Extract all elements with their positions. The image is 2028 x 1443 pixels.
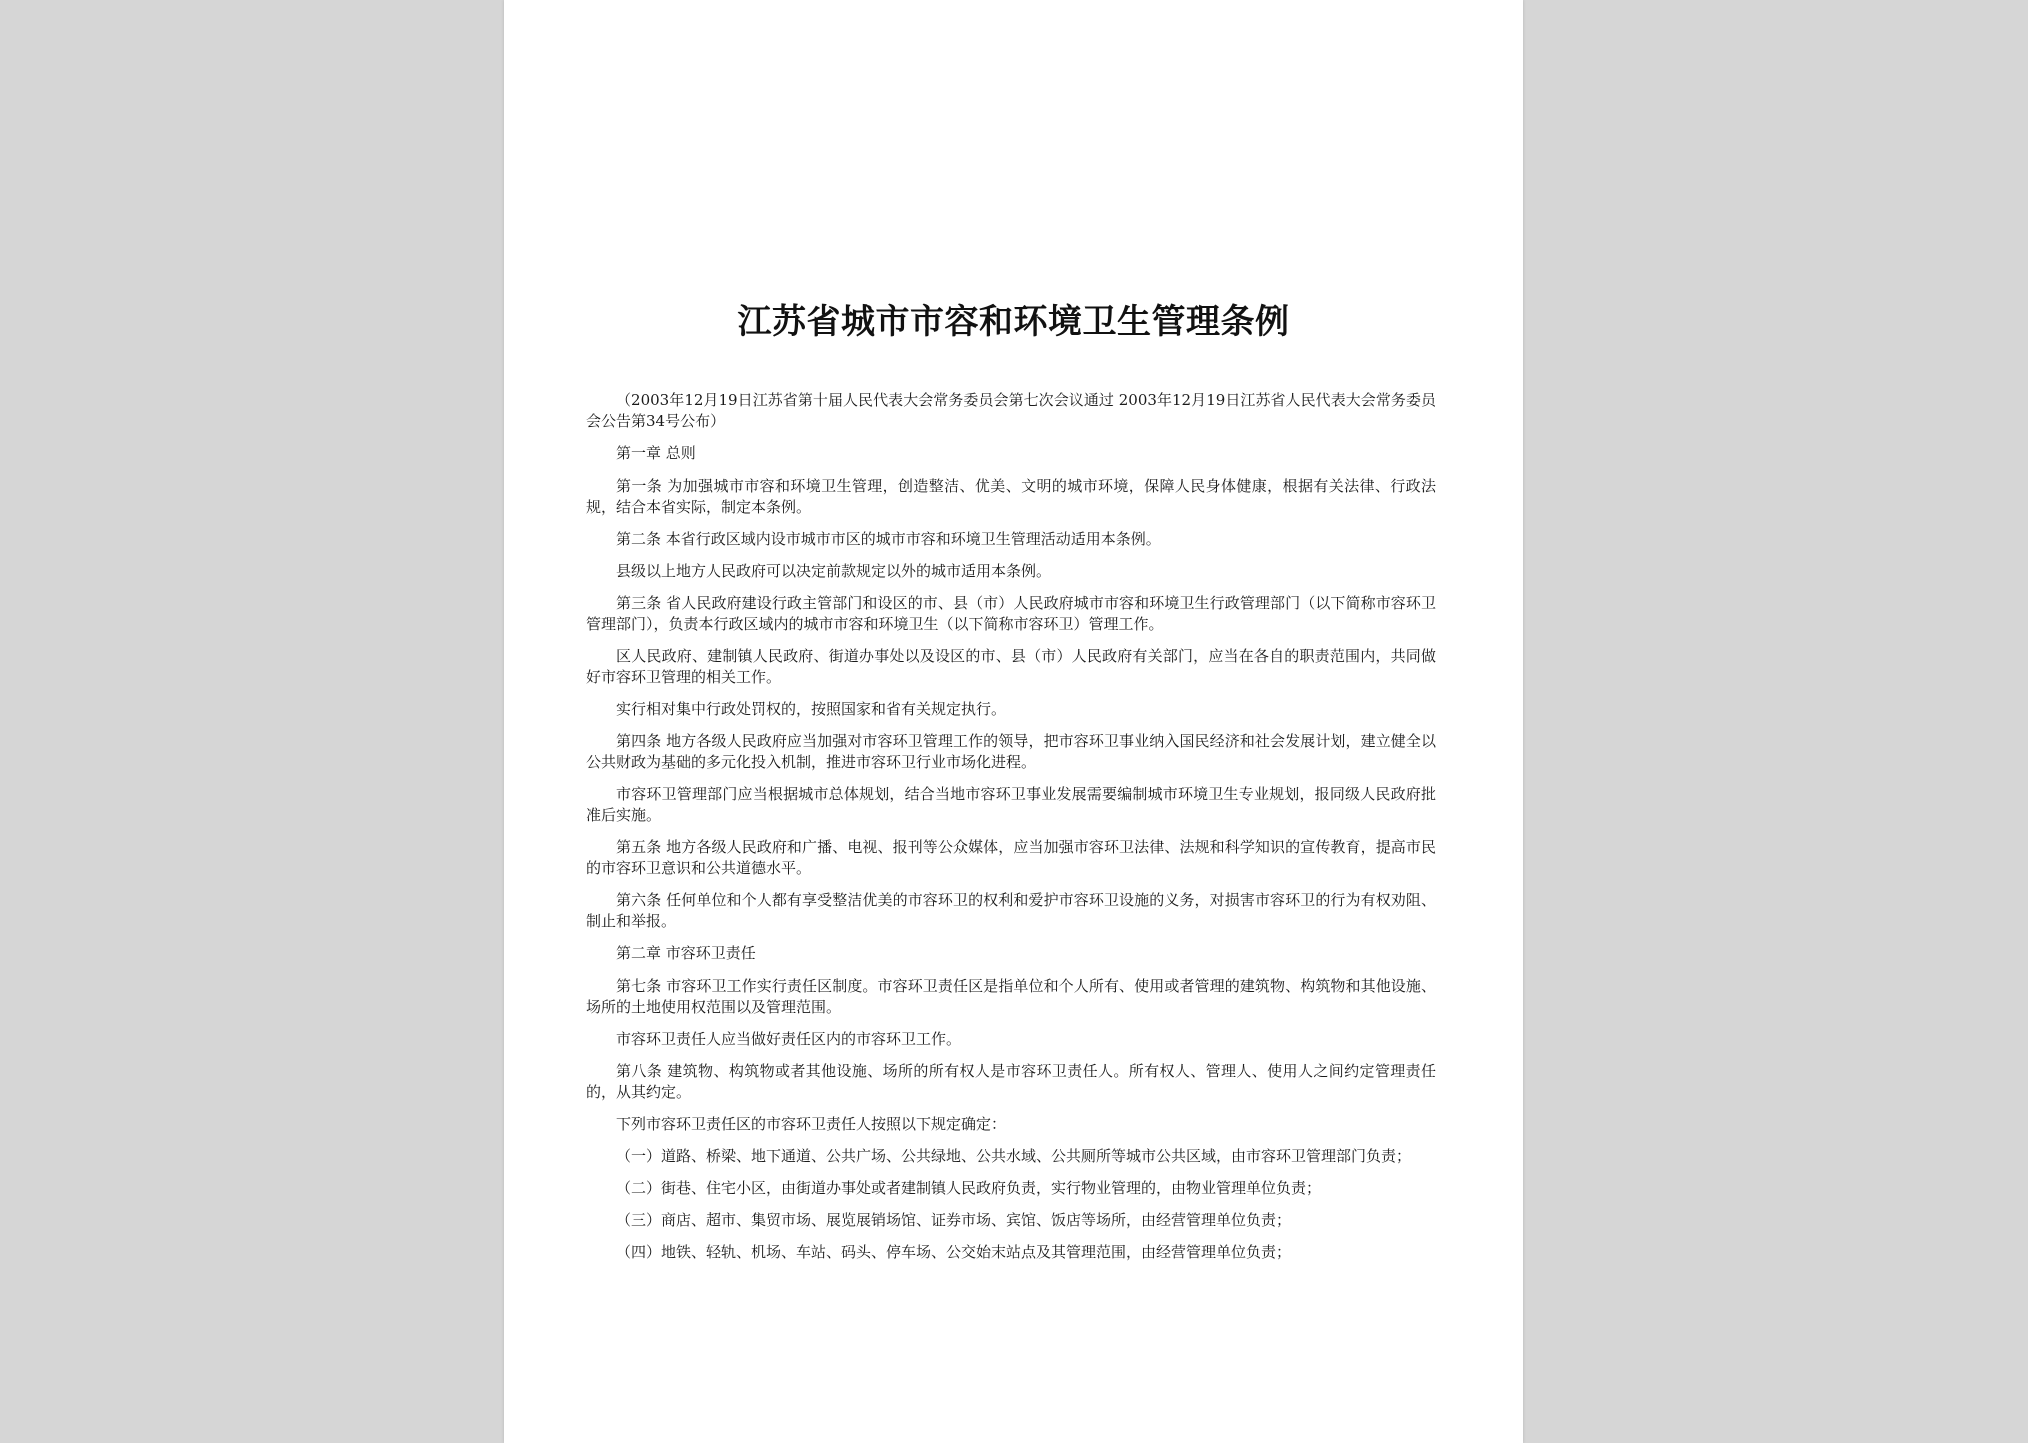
article-paragraph: 第四条 地方各级人民政府应当加强对市容环卫管理工作的领导，把市容环卫事业纳入国民经济和社会发展计划，建立健全以公共财政为基础的多元化投入机制，推进市容环卫行业市场化进程。 <box>586 732 1436 771</box>
list-item: （四）地铁、轻轨、机场、车站、码头、停车场、公交始末站点及其管理范围，由经营管理单位负责； <box>616 1243 1292 1261</box>
document-body <box>586 390 1436 1274</box>
chapter-heading: 第一章 总则 <box>616 444 696 462</box>
article-paragraph: 市容环卫责任人应当做好责任区内的市容环卫工作。 <box>616 1030 962 1048</box>
article-paragraph: 第八条 建筑物、构筑物或者其他设施、场所的所有权人是市容环卫责任人。所有权人、管理人、使用人之间约定管理责任的，从其约定。 <box>586 1062 1436 1101</box>
article-paragraph: 第三条 省人民政府建设行政主管部门和设区的市、县（市）人民政府城市市容和环境卫生行政管理部门（以下简称市容环卫管理部门），负责本行政区域内的城市市容和环境卫生（以下简称市容环卫）管理工作。 <box>586 594 1436 633</box>
preamble: （2003年12月19日江苏省第十届人民代表大会常务委员会第七次会议通过 2003年12月19日江苏省人民代表大会常务委员会公告第34号公布） <box>586 391 1436 430</box>
article-paragraph: 第五条 地方各级人民政府和广播、电视、报刊等公众媒体，应当加强市容环卫法律、法规和科学知识的宣传教育，提高市民的市容环卫意识和公共道德水平。 <box>586 838 1436 877</box>
article-paragraph: 实行相对集中行政处罚权的，按照国家和省有关规定执行。 <box>616 700 1007 718</box>
list-item: （三）商店、超市、集贸市场、展览展销场馆、证券市场、宾馆、饭店等场所，由经营管理单位负责； <box>616 1211 1292 1229</box>
list-item: （一）道路、桥梁、地下通道、公共广场、公共绿地、公共水域、公共厕所等城市公共区域，由市容环卫管理部门负责； <box>616 1147 1412 1165</box>
article-paragraph: 第六条 任何单位和个人都有享受整洁优美的市容环卫的权利和爱护市容环卫设施的义务，对损害市容环卫的行为有权劝阻、制止和举报。 <box>586 891 1436 930</box>
chapter-heading: 第二章 市容环卫责任 <box>616 944 756 962</box>
article-paragraph: 市容环卫管理部门应当根据城市总体规划，结合当地市容环卫事业发展需要编制城市环境卫生专业规划，报同级人民政府批准后实施。 <box>586 785 1436 824</box>
article-paragraph: 县级以上地方人民政府可以决定前款规定以外的城市适用本条例。 <box>616 562 1052 580</box>
article-paragraph: 第七条 市容环卫工作实行责任区制度。市容环卫责任区是指单位和个人所有、使用或者管理的建筑物、构筑物和其他设施、场所的土地使用权范围以及管理范围。 <box>586 977 1436 1016</box>
document-title: 江苏省城市市容和环境卫生管理条例 <box>737 302 1290 342</box>
article-paragraph: 第一条 为加强城市市容和环境卫生管理，创造整洁、优美、文明的城市环境，保障人民身体健康，根据有关法律、行政法规，结合本省实际，制定本条例。 <box>586 477 1436 516</box>
article-paragraph: 第二条 本省行政区域内设市城市市区的城市市容和环境卫生管理活动适用本条例。 <box>616 530 1161 548</box>
document-page <box>504 0 1523 1443</box>
list-item: （二）街巷、住宅小区，由街道办事处或者建制镇人民政府负责，实行物业管理的，由物业管理单位负责； <box>616 1179 1322 1197</box>
article-paragraph: 区人民政府、建制镇人民政府、街道办事处以及设区的市、县（市）人民政府有关部门，应当在各自的职责范围内，共同做好市容环卫管理的相关工作。 <box>586 647 1436 686</box>
article-paragraph: 下列市容环卫责任区的市容环卫责任人按照以下规定确定： <box>616 1115 1007 1133</box>
